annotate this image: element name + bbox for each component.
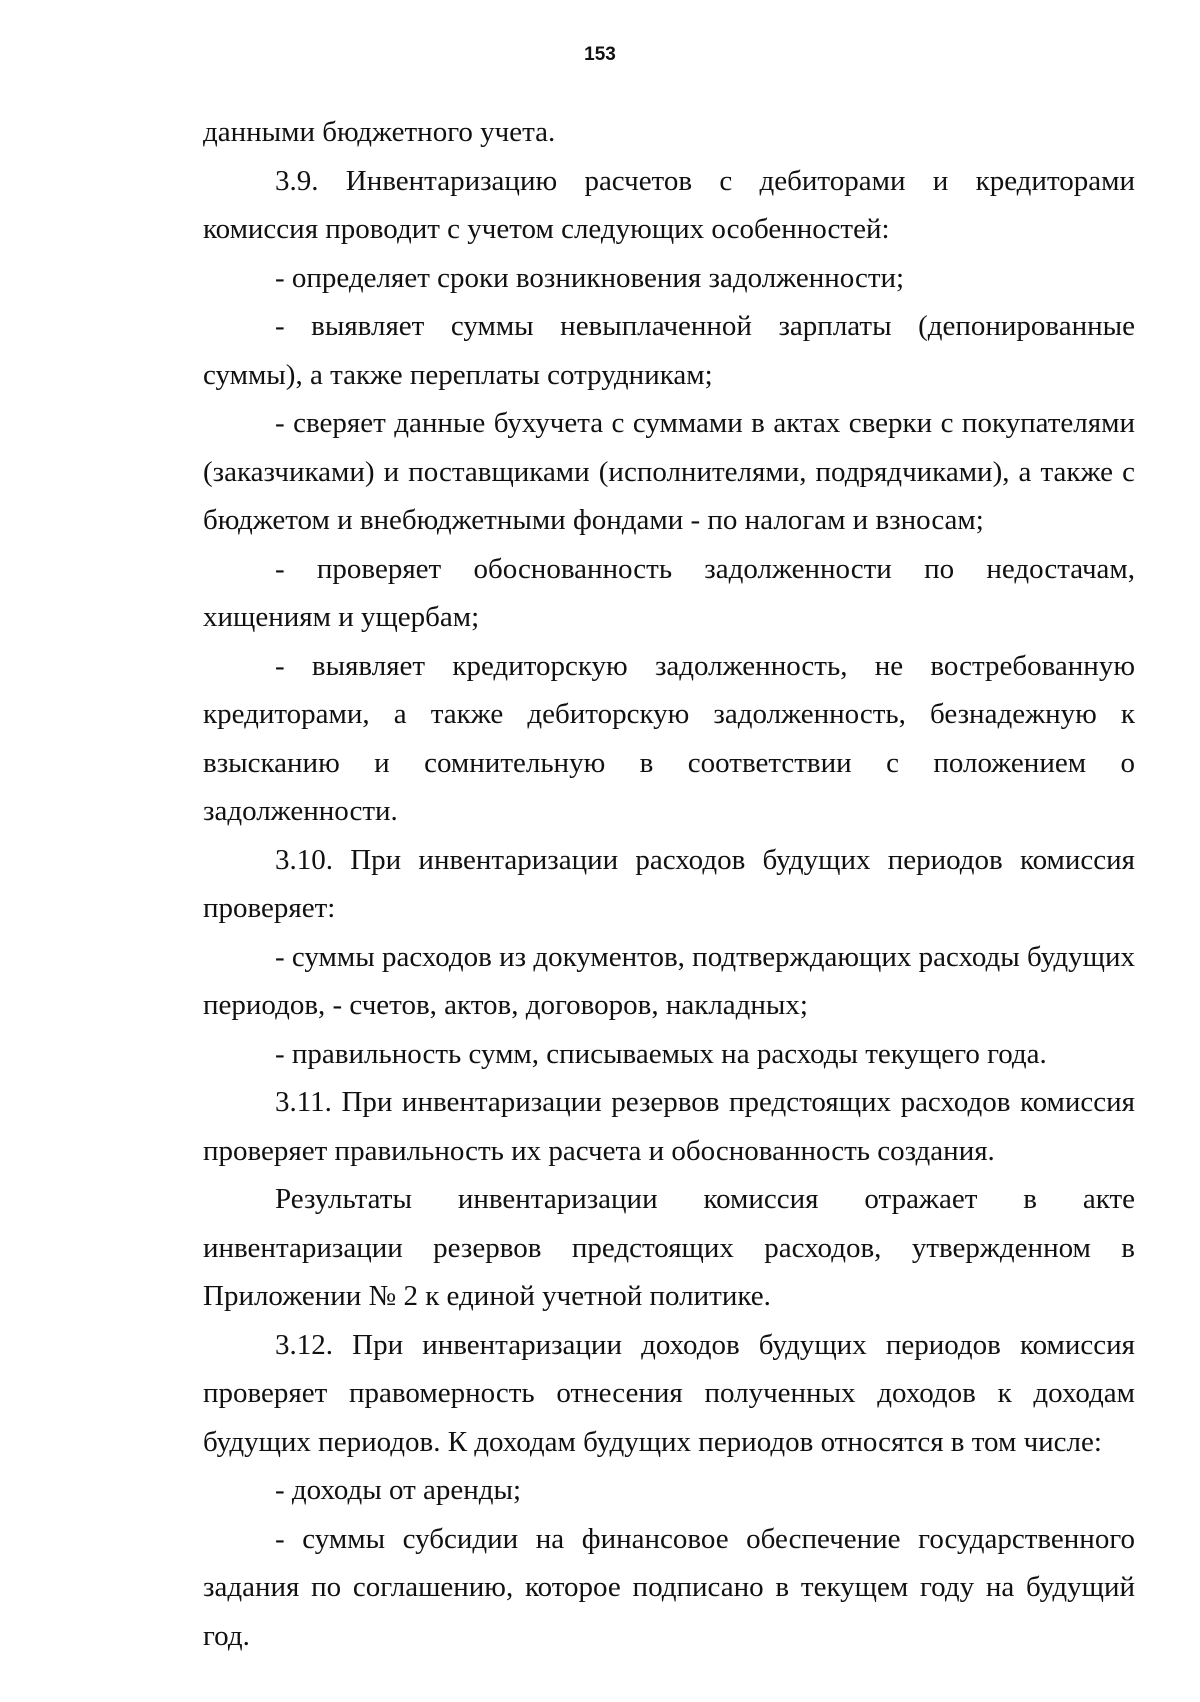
paragraph-section-3-10: 3.10. При инвентаризации расходов будущих периодов комиссия проверяет: [203, 843, 1135, 924]
list-item: - сверяет данные бухучета с суммами в актах сверки с покупателями (заказчиками) и поставщиками (исполнителями, подрядчиками), а также с бюджетом и внебюджетными фондами - по налогам и взносам; [203, 407, 1135, 536]
paragraph-section-3-11: 3.11. При инвентаризации резервов предстоящих расходов комиссия проверяет правильность их расчета и обоснованность создания. [203, 1086, 1135, 1167]
paragraph-section-3-12: 3.12. При инвентаризации доходов будущих периодов комиссия проверяет правомерность отнесения полученных доходов к доходам будущих периодов. К доходам будущих периодов относятся в том числе: [203, 1328, 1135, 1458]
paragraph-continuation: данными бюджетного учета. [203, 116, 556, 148]
list-item: - суммы субсидии на финансовое обеспечение государственного задания по соглашению, которое подписано в текущем году на будущий год. [203, 1522, 1135, 1652]
list-item: - выявляет суммы невыплаченной зарплаты (депонированные суммы), а также переплаты сотрудникам; [203, 310, 1135, 391]
list-item: - правильность сумм, списываемых на расходы текущего года. [275, 1037, 1047, 1070]
page-number: 153 [584, 44, 616, 65]
body-text [203, 108, 1135, 1660]
paragraph-results: Результаты инвентаризации комиссия отражает в акте инвентаризации резервов предстоящих расходов, утвержденном в Приложении № 2 к единой учетной политике. [203, 1183, 1135, 1312]
paragraph-section-3-9: 3.9. Инвентаризацию расчетов с дебиторами и кредиторами комиссия проводит с учетом следующих особенностей: [203, 164, 1135, 245]
list-item: - проверяет обоснованность задолженности по недостачам, хищениям и ущербам; [203, 552, 1135, 633]
list-item: - выявляет кредиторскую задолженность, не востребованную кредиторами, а также дебиторскую задолженность, безнадежную к взысканию и сомнительную в соответствии с положением о задолженности. [203, 649, 1135, 827]
list-item: - суммы расходов из документов, подтверждающих расходы будущих периодов, - счетов, актов, договоров, накладных; [203, 940, 1135, 1021]
list-item: - доходы от аренды; [275, 1474, 522, 1506]
list-item: - определяет сроки возникновения задолженности; [275, 261, 905, 294]
